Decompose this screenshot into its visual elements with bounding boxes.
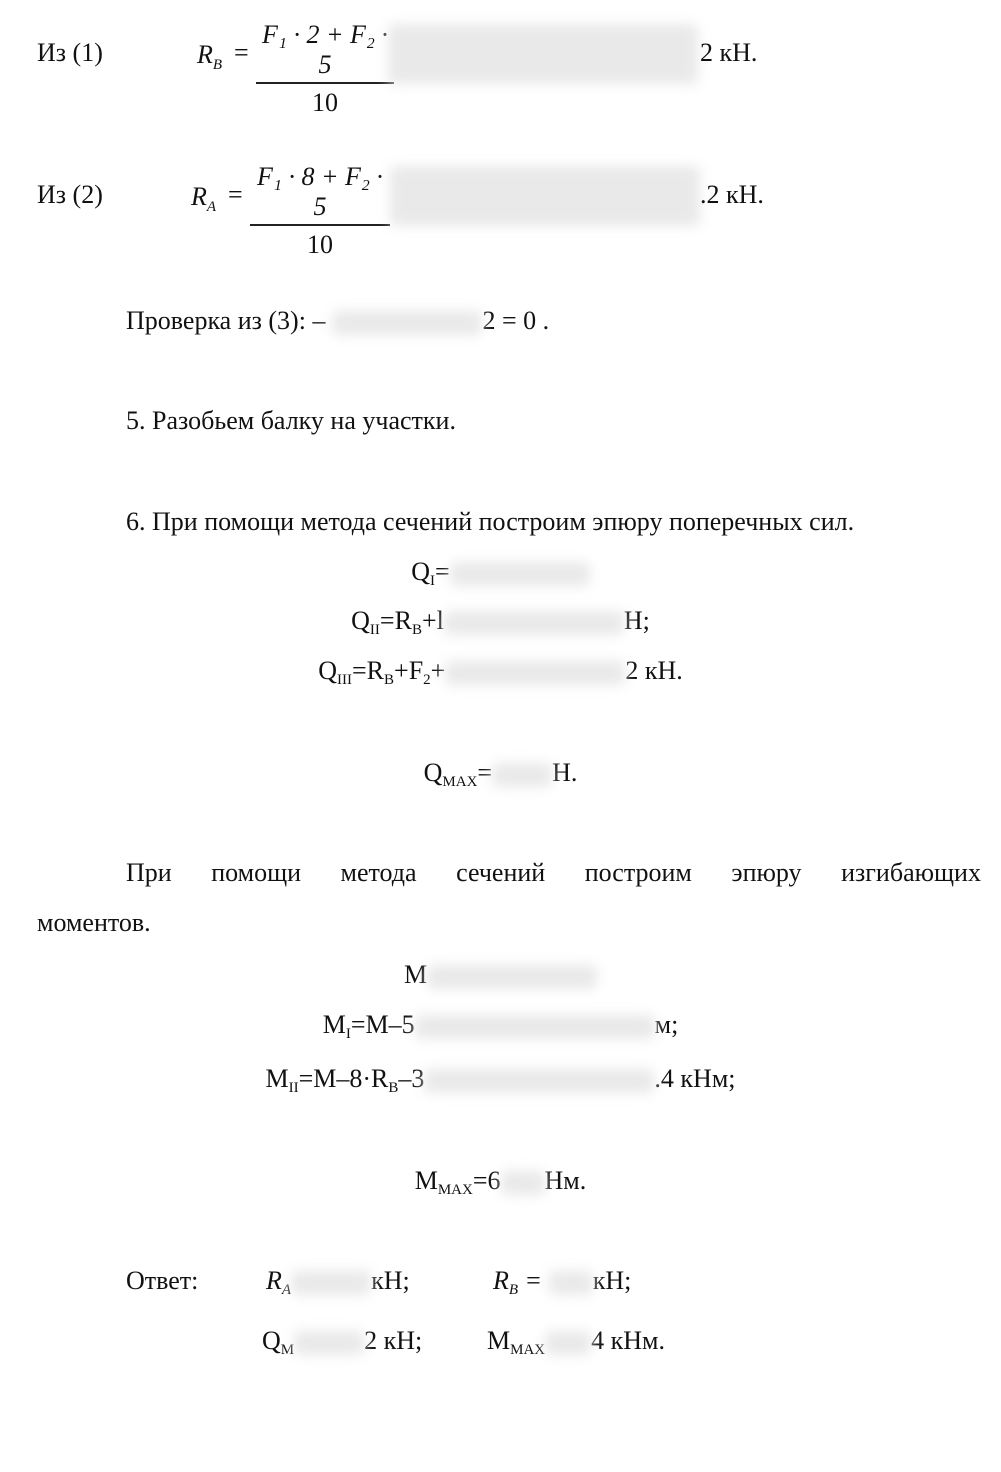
step-6: 6. При помощи метода сечений построим эпюру поперечных сил. xyxy=(126,507,855,536)
m1-tail: м; xyxy=(654,1010,679,1039)
m1-mid: =M–5 xyxy=(350,1010,415,1039)
answer-ra-redacted xyxy=(291,1271,371,1295)
eq1-lhs-sub: B xyxy=(212,57,223,73)
eq1-fraction-bar xyxy=(256,82,394,84)
answer-q xyxy=(262,1326,422,1359)
m1-line xyxy=(0,1010,1001,1043)
q1-line xyxy=(0,557,1001,590)
answer-m-unit: 4 кНм. xyxy=(591,1326,666,1355)
answer-rb xyxy=(493,1266,631,1299)
eq2-fraction-bar xyxy=(250,224,390,226)
q3-mid: =R xyxy=(352,656,385,685)
answer-ra-symbol: R xyxy=(266,1266,282,1295)
q3-mid3: + xyxy=(430,656,446,685)
eq2-label: Из (2) xyxy=(37,180,103,209)
m0-line xyxy=(0,960,1001,990)
eq1-lhs-symbol: R xyxy=(197,40,213,69)
q2-head: Q xyxy=(351,606,370,635)
eq1-denominator: 10 xyxy=(312,87,338,117)
moments-intro-word: помощи xyxy=(211,858,302,887)
eq1-fraction xyxy=(256,20,394,118)
answer-label: Ответ: xyxy=(126,1266,199,1295)
eq1-lhs xyxy=(197,40,222,74)
answer-m-redacted xyxy=(545,1331,591,1355)
q1-redacted xyxy=(450,562,590,586)
answer-rb-sub: B xyxy=(508,1282,519,1298)
eq2-equals: = xyxy=(228,180,243,209)
m1-head: M xyxy=(322,1010,346,1039)
eq1-tail: 2 кН. xyxy=(700,38,758,67)
m1-redacted xyxy=(415,1015,655,1039)
q1-head: Q xyxy=(411,557,431,586)
eq1-label: Из (1) xyxy=(37,38,103,67)
qmax-head: Q xyxy=(423,758,443,787)
check-line xyxy=(126,306,549,336)
m1-sub: I xyxy=(345,1026,351,1042)
q2-mid-sub: B xyxy=(411,622,422,638)
check-minus: – xyxy=(312,306,326,335)
m2-mid-sub: B xyxy=(388,1080,399,1096)
eq2-tail: .2 кН. xyxy=(700,180,764,209)
step-5: 5. Разобьем балку на участки. xyxy=(126,406,456,435)
q2-redacted xyxy=(444,611,624,635)
eq1-numerator: F₁ · 2 + F₂ · 5 xyxy=(262,20,388,79)
m2-sub: II xyxy=(288,1080,299,1096)
moments-intro-word: эпюру xyxy=(731,858,802,887)
mmax-mid: =6 xyxy=(472,1166,501,1195)
moments-intro-word: построим xyxy=(584,858,692,887)
q3-head: Q xyxy=(318,656,338,685)
answer-m-symbol: M xyxy=(487,1326,511,1355)
mmax-redacted xyxy=(501,1171,545,1195)
mmax-line xyxy=(0,1166,1001,1199)
check-tail: 2 = 0 . xyxy=(482,306,550,335)
answer-rb-unit: кН; xyxy=(592,1266,632,1295)
eq2-lhs-symbol: R xyxy=(191,182,207,211)
qmax-mid: = xyxy=(477,758,493,787)
qmax-tail: H. xyxy=(552,758,578,787)
q2-tail: H; xyxy=(623,606,650,635)
q1-mid: = xyxy=(435,557,450,586)
moments-intro-line1 xyxy=(126,858,981,888)
m0-head: M xyxy=(403,960,428,989)
moments-intro-word: При xyxy=(126,858,172,887)
q3-redacted xyxy=(445,661,625,685)
q3-tail: 2 кН. xyxy=(625,656,683,685)
q2-mid2: +l xyxy=(421,606,444,635)
check-text: Проверка из (3): xyxy=(126,306,313,335)
eq1-equals: = xyxy=(234,38,249,67)
answer-ra xyxy=(266,1266,410,1299)
q3-sub: III xyxy=(337,672,353,688)
q2-line xyxy=(0,606,1001,639)
eq2-lhs xyxy=(191,182,216,216)
answer-rb-eq: = xyxy=(526,1266,541,1295)
answer-ra-sub: A xyxy=(281,1282,292,1298)
moments-intro-word: метода xyxy=(340,858,417,887)
moments-intro-word: сечений xyxy=(456,858,546,887)
answer-rb-symbol: R xyxy=(493,1266,509,1295)
q3-mid2-sub: 2 xyxy=(423,672,431,688)
m0-redacted xyxy=(427,965,597,989)
q3-mid2: +F xyxy=(394,656,424,685)
q1-sub: I xyxy=(430,573,436,589)
mmax-sub: MAX xyxy=(437,1182,473,1198)
eq2-denominator: 10 xyxy=(307,229,333,259)
q2-mid: =R xyxy=(379,606,412,635)
q3-line xyxy=(0,656,1001,689)
qmax-redacted xyxy=(492,763,552,787)
eq2-numerator: F₁ · 8 + F₂ · 5 xyxy=(257,162,383,221)
m2-line xyxy=(0,1064,1001,1097)
moments-intro-word: изгибающих xyxy=(841,858,981,887)
answer-m xyxy=(487,1326,665,1359)
eq2-redacted xyxy=(390,166,700,226)
answer-rb-redacted xyxy=(549,1271,593,1295)
m2-head: M xyxy=(265,1064,289,1093)
answer-m-sub: MAX xyxy=(510,1342,546,1358)
m2-mid2: –3 xyxy=(398,1064,425,1093)
answer-q-redacted xyxy=(294,1331,364,1355)
answer-q-sub: M xyxy=(280,1342,295,1358)
q3-mid-sub: B xyxy=(384,672,395,688)
answer-ra-unit: кН; xyxy=(371,1266,410,1295)
moments-intro-line2: моментов. xyxy=(37,908,151,937)
m2-redacted xyxy=(424,1069,654,1093)
mmax-head: M xyxy=(414,1166,438,1195)
q2-sub: II xyxy=(369,622,380,638)
qmax-line xyxy=(0,758,1001,791)
eq1-redacted xyxy=(388,24,698,84)
m2-tail: .4 кНм; xyxy=(654,1064,736,1093)
answer-q-unit: 2 кН; xyxy=(364,1326,423,1355)
check-redacted xyxy=(332,311,482,335)
eq2-fraction xyxy=(250,162,390,260)
answer-q-symbol: Q xyxy=(262,1326,281,1355)
mmax-tail: Нм. xyxy=(544,1166,587,1195)
qmax-sub: MAX xyxy=(442,774,478,790)
m2-mid: =M–8·R xyxy=(298,1064,389,1093)
eq2-lhs-sub: A xyxy=(206,199,217,215)
